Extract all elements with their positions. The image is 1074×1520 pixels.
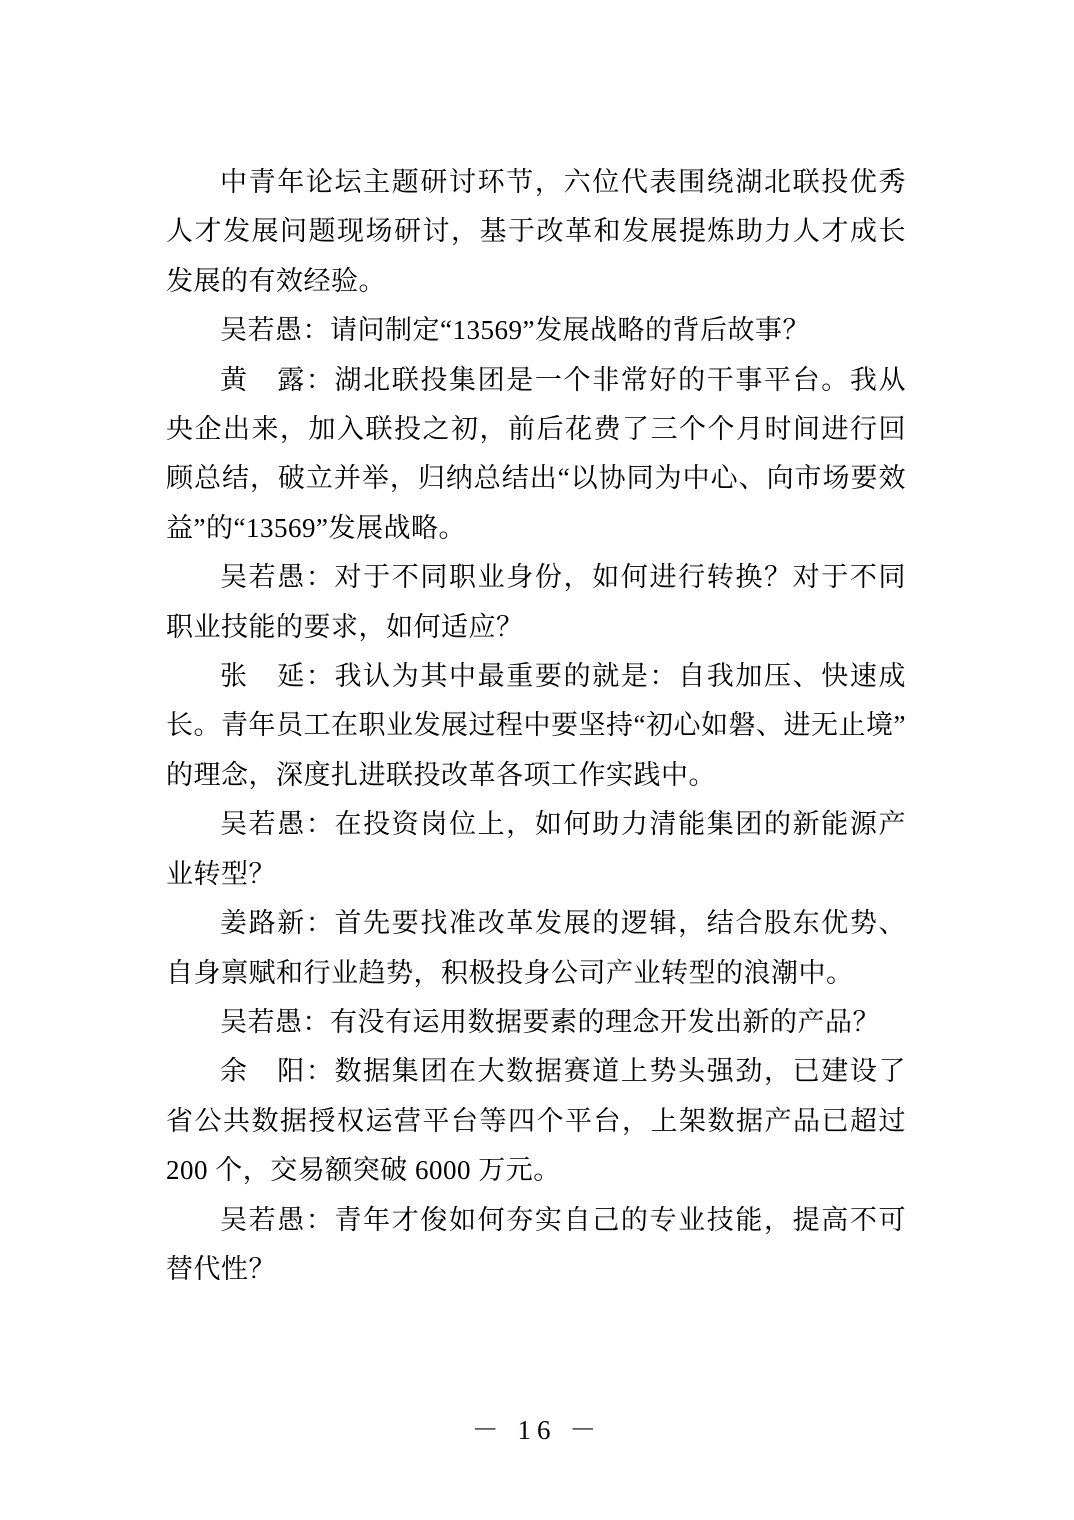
paragraph: 吴若愚：有没有运用数据要素的理念开发出新的产品？ [220, 1006, 880, 1037]
paragraph: 黄 露：湖北联投集团是一个非常好的干事平台。我从央企出来，加入联投之初，前后花费了三个个月时间进行回顾总结，破立并举，归纳总结出“以协同为中心、向市场要效益”的“13569”发展战略。 [166, 364, 906, 543]
document-body-text [166, 158, 906, 1294]
paragraph: 中青年论坛主题研讨环节，六位代表围绕湖北联投优秀人才发展问题现场研讨，基于改革和发展提炼助力人才成长发展的有效经验。 [166, 167, 906, 296]
paragraph: 吴若愚：对于不同职业身份，如何进行转换？对于不同职业技能的要求，如何适应？ [166, 562, 906, 642]
paragraph: 张 延：我认为其中最重要的就是：自我加压、快速成长。青年员工在职业发展过程中要坚持“初心如磐、进无止境”的理念，深度扎进联投改革各项工作实践中。 [166, 661, 906, 790]
paragraph: 余 阳：数据集团在大数据赛道上势头强劲，已建设了省公共数据授权运营平台等四个平台，上架数据产品已超过 200 个，交易额突破 6000 万元。 [166, 1056, 906, 1186]
paragraph: 吴若愚：青年才俊如何夯实自己的专业技能，提高不可替代性？ [166, 1204, 906, 1284]
paragraph: 姜路新：首先要找准改革发展的逻辑，结合股东优势、自身禀赋和行业趋势，积极投身公司产业转型的浪潮中。 [166, 908, 906, 988]
paragraph: 吴若愚：请问制定“13569”发展战略的背后故事？ [220, 315, 810, 346]
page-number: － 16 － [471, 1415, 603, 1445]
paragraph: 吴若愚：在投资岗位上，如何助力清能集团的新能源产业转型？ [166, 809, 906, 889]
